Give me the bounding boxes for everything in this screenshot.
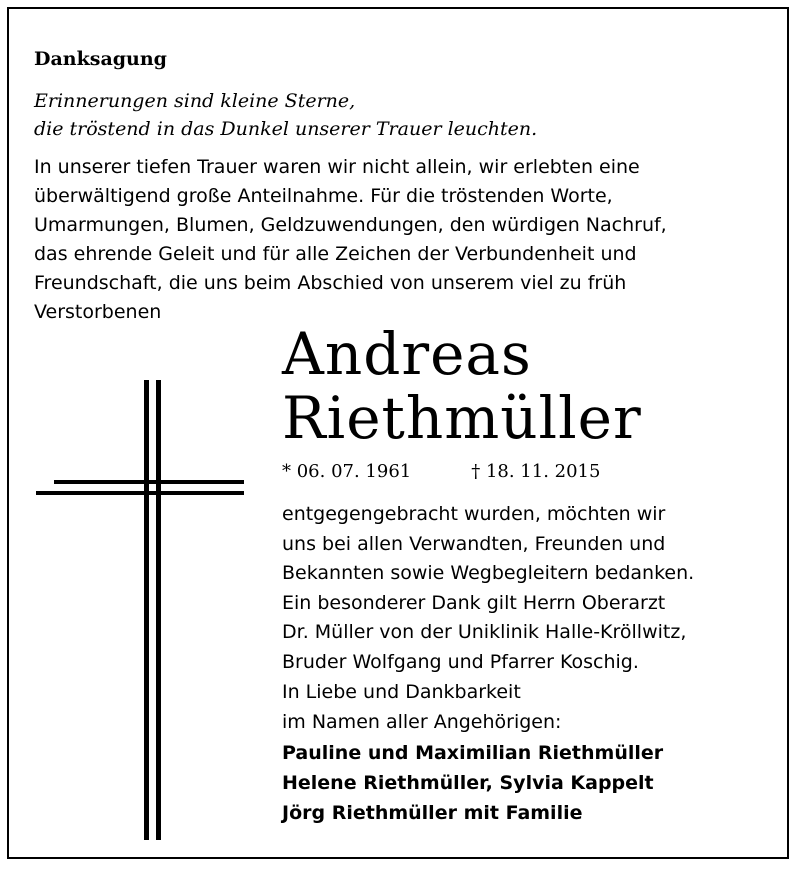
family-signatures — [282, 738, 663, 828]
deceased-name — [282, 322, 642, 450]
life-dates — [282, 460, 600, 484]
quote-line: Erinnerungen sind kleine Sterne, — [34, 90, 356, 112]
thanks-line: entgegengebracht wurden, möchten wir — [282, 503, 666, 525]
deceased-last-name: Riethmüller — [282, 384, 642, 452]
thanks-line: Dr. Müller von der Uniklinik Halle-Kröllwitz, — [282, 621, 687, 643]
thanks-paragraph — [282, 500, 694, 677]
quote-line: die tröstend in das Dunkel unserer Trauer leuchten. — [34, 118, 538, 140]
family-line: Pauline und Maximilian Riethmüller — [282, 742, 664, 764]
intro-paragraph — [34, 153, 779, 327]
closing-line: In Liebe und Dankbarkeit — [282, 681, 521, 703]
deceased-first-name: Andreas — [282, 320, 532, 388]
intro-line: überwältigend große Anteilnahme. Für die tröstenden Worte, — [34, 185, 613, 207]
intro-line: Freundschaft, die uns beim Abschied von unserem viel zu früh — [34, 272, 627, 294]
family-line: Helene Riethmüller, Sylvia Kappelt — [282, 772, 654, 794]
double-line-cross-icon — [30, 380, 250, 840]
death-date: † 18. 11. 2015 — [471, 461, 601, 482]
memorial-quote — [34, 87, 537, 143]
thanks-line: Ein besonderer Dank gilt Herrn Oberarzt — [282, 591, 666, 614]
thanks-line: Bruder Wolfgang und Pfarrer Koschig. — [282, 650, 639, 673]
thanks-line: uns bei allen Verwandten, Freunden und — [282, 532, 666, 555]
thanks-line: Bekannten sowie Wegbegleitern bedanken. — [282, 562, 695, 584]
closing-phrase — [282, 678, 561, 737]
intro-line: Umarmungen, Blumen, Geldzuwendungen, den würdigen Nachruf, — [34, 214, 667, 236]
closing-line: im Namen aller Angehörigen: — [282, 710, 562, 733]
family-line: Jörg Riethmüller mit Familie — [282, 802, 583, 824]
intro-line: In unserer tiefen Trauer waren wir nicht allein, wir erlebten eine — [34, 156, 640, 178]
notice-heading: Danksagung — [34, 48, 167, 70]
intro-line: Verstorbenen — [34, 301, 162, 323]
birth-date: * 06. 07. 1961 — [282, 461, 412, 482]
intro-line: das ehrende Geleit und für alle Zeichen der Verbundenheit und — [34, 243, 637, 265]
